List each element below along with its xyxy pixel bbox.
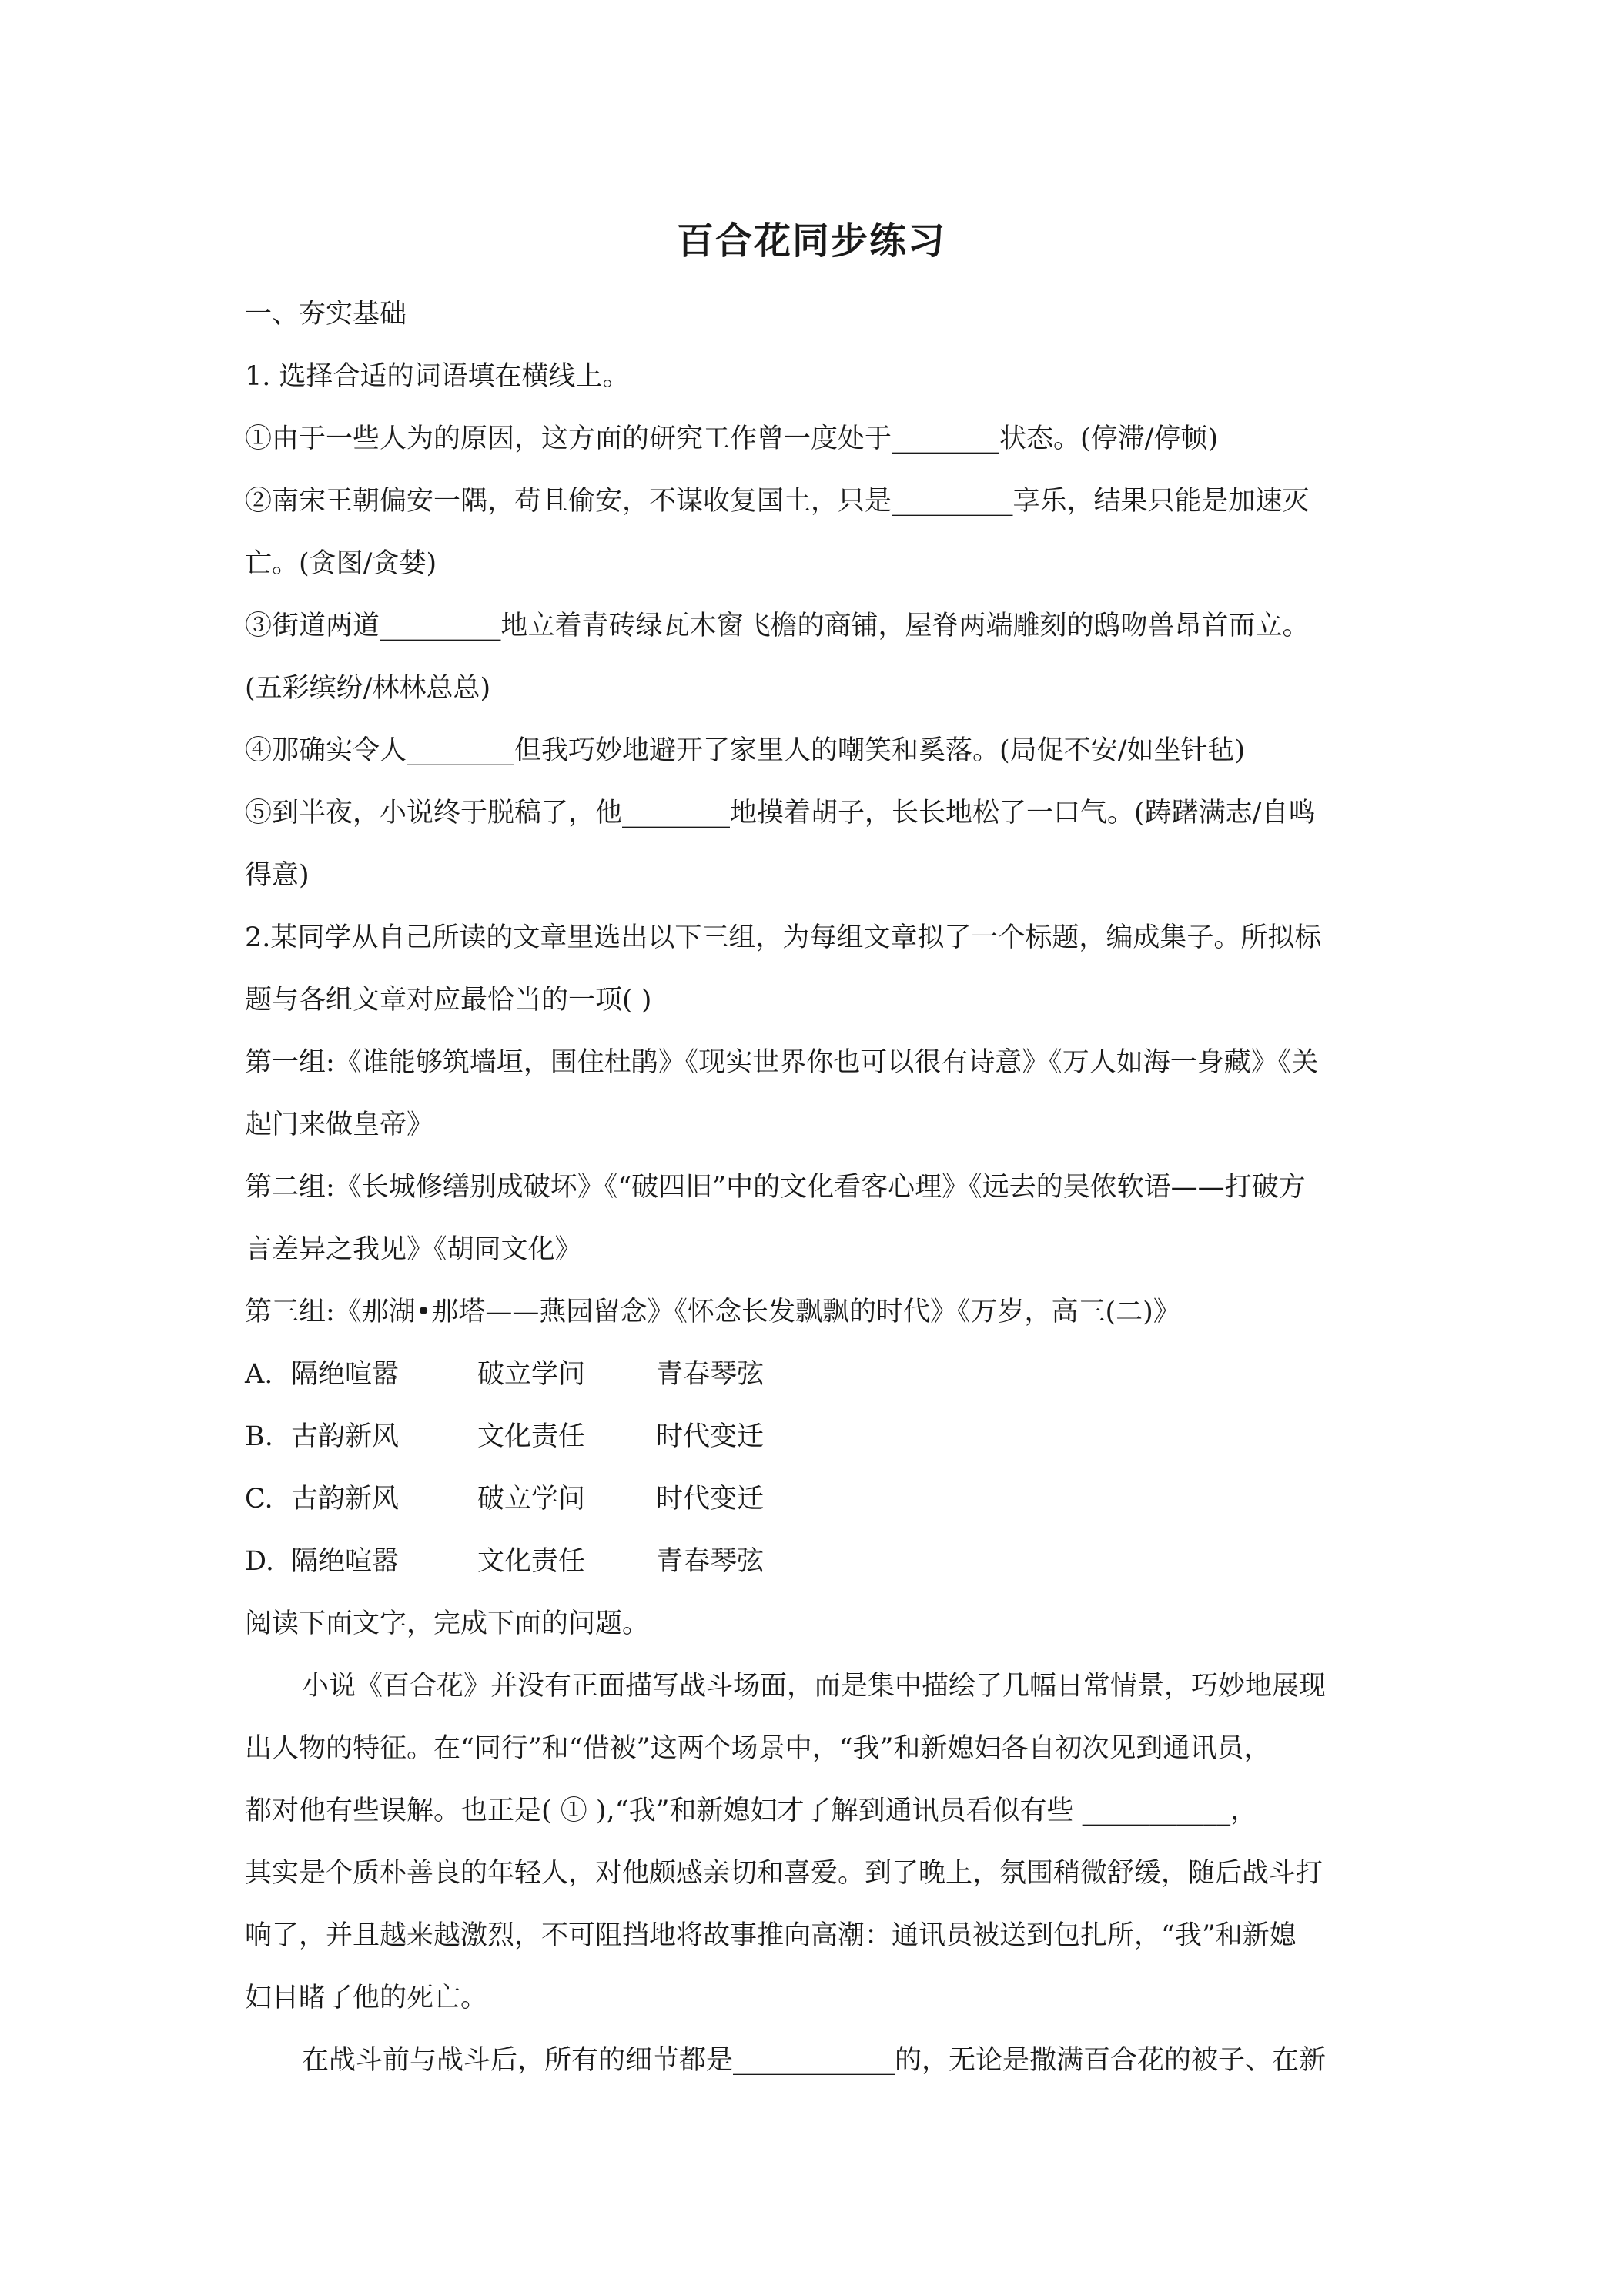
reading-paragraph-1-line-5: 响了，并且越来越激烈，不可阻挡地将故事推向高潮：通讯员被送到包扎所，“我”和新媳 [245, 1920, 1297, 1951]
question-1-stem: 1. 选择合适的词语填在横线上。 [245, 361, 630, 392]
question-2-group-1: 第一组:《谁能够筑墙垣，围住杜鹃》《现实世界你也可以很有诗意》《万人如海一身藏》《关 [245, 1047, 1319, 1078]
question-1-item-3: ③街道两道_________地立着青砖绿瓦木窗飞檐的商铺，屋脊两端雕刻的鸱吻兽昂首而立。 [245, 611, 1310, 641]
question-1-item-3-cont: (五彩缤纷/林林总总) [245, 673, 491, 704]
reading-intro: 阅读下面文字，完成下面的问题。 [245, 1608, 650, 1639]
reading-paragraph-1: 小说《百合花》并没有正面描写战斗场面，而是集中描绘了几幅日常情景，巧妙地展现 [302, 1671, 1327, 1702]
section-heading: 一、夯实基础 [245, 299, 407, 330]
answer-option-d [245, 1531, 1383, 1593]
option-title-1: 古韵新风 [291, 1421, 400, 1452]
option-title-3: 时代变迁 [656, 1484, 765, 1514]
question-2-stem: 2.某同学从自己所读的文章里选出以下三组，为每组文章拟了一个标题，编成集子。所拟标 [245, 922, 1322, 953]
question-1-item-2: ②南宋王朝偏安一隅，苟且偷安，不谋收复国土，只是_________享乐，结果只能是加速灭 [245, 486, 1310, 517]
option-title-3: 青春琴弦 [656, 1359, 765, 1390]
option-title-2: 破立学问 [477, 1484, 586, 1514]
option-title-3: 青春琴弦 [656, 1546, 765, 1577]
option-title-1: 古韵新风 [291, 1484, 400, 1514]
option-title-1: 隔绝喧嚣 [291, 1546, 400, 1577]
question-1-item-2-cont: 亡。(贪图/贪婪) [245, 548, 437, 579]
question-2-stem-cont: 题与各组文章对应最恰当的一项( ) [245, 985, 652, 1016]
document-body [245, 283, 1383, 2092]
option-title-1: 隔绝喧嚣 [291, 1359, 400, 1390]
question-2-group-2-cont: 言差异之我见》《胡同文化》 [245, 1234, 582, 1265]
option-title-2: 破立学问 [477, 1359, 586, 1390]
question-2-group-3: 第三组:《那湖•那塔——燕园留念》《怀念长发飘飘的时代》《万岁，高三(二)》 [245, 1297, 1180, 1327]
reading-paragraph-1-line-2: 出人物的特征。在“同行”和“借被”这两个场景中，“我”和新媳妇各自初次见到通讯员， [245, 1733, 1271, 1764]
answer-option-b [245, 1406, 1383, 1468]
question-2-group-2: 第二组:《长城修缮别成破坏》《“破四旧”中的文化看客心理》《远去的吴侬软语——打破方 [245, 1172, 1306, 1203]
option-title-2: 文化责任 [477, 1546, 586, 1577]
reading-paragraph-1-line-4: 其实是个质朴善良的年轻人，对他颇感亲切和喜爱。到了晚上，氛围稍微舒缓，随后战斗打 [245, 1858, 1323, 1889]
question-1-item-5-cont: 得意) [245, 860, 310, 891]
option-label: A. [245, 1359, 273, 1390]
reading-paragraph-2: 在战斗前与战斗后，所有的细节都是____________的，无论是撒满百合花的被子、在新 [302, 2045, 1327, 2076]
answer-option-a [245, 1344, 1383, 1406]
option-title-2: 文化责任 [477, 1421, 586, 1452]
question-1-item-5: ⑤到半夜，小说终于脱稿了，他________地摸着胡子，长长地松了一口气。(踌躇满志/自鸣 [245, 798, 1316, 828]
question-1-item-4: ④那确实令人________但我巧妙地避开了家里人的嘲笑和奚落。(局促不安/如坐针毡) [245, 735, 1246, 766]
page-title: 百合花同步练习 [676, 219, 946, 263]
answer-option-c [245, 1468, 1383, 1531]
option-label: C. [245, 1484, 273, 1514]
question-2-group-1-cont: 起门来做皇帝》 [245, 1110, 434, 1140]
reading-paragraph-1-line-6: 妇目睹了他的死亡。 [245, 1983, 488, 2013]
question-1-item-1: ①由于一些人为的原因，这方面的研究工作曾一度处于________状态。(停滞/停顿) [245, 423, 1219, 454]
option-title-3: 时代变迁 [656, 1421, 765, 1452]
option-label: D. [245, 1546, 274, 1577]
reading-paragraph-1-line-3: 都对他有些误解。也正是( ① ),“我”和新媳妇才了解到通讯员看似有些 ___________， [245, 1796, 1258, 1826]
option-label: B. [245, 1421, 273, 1452]
